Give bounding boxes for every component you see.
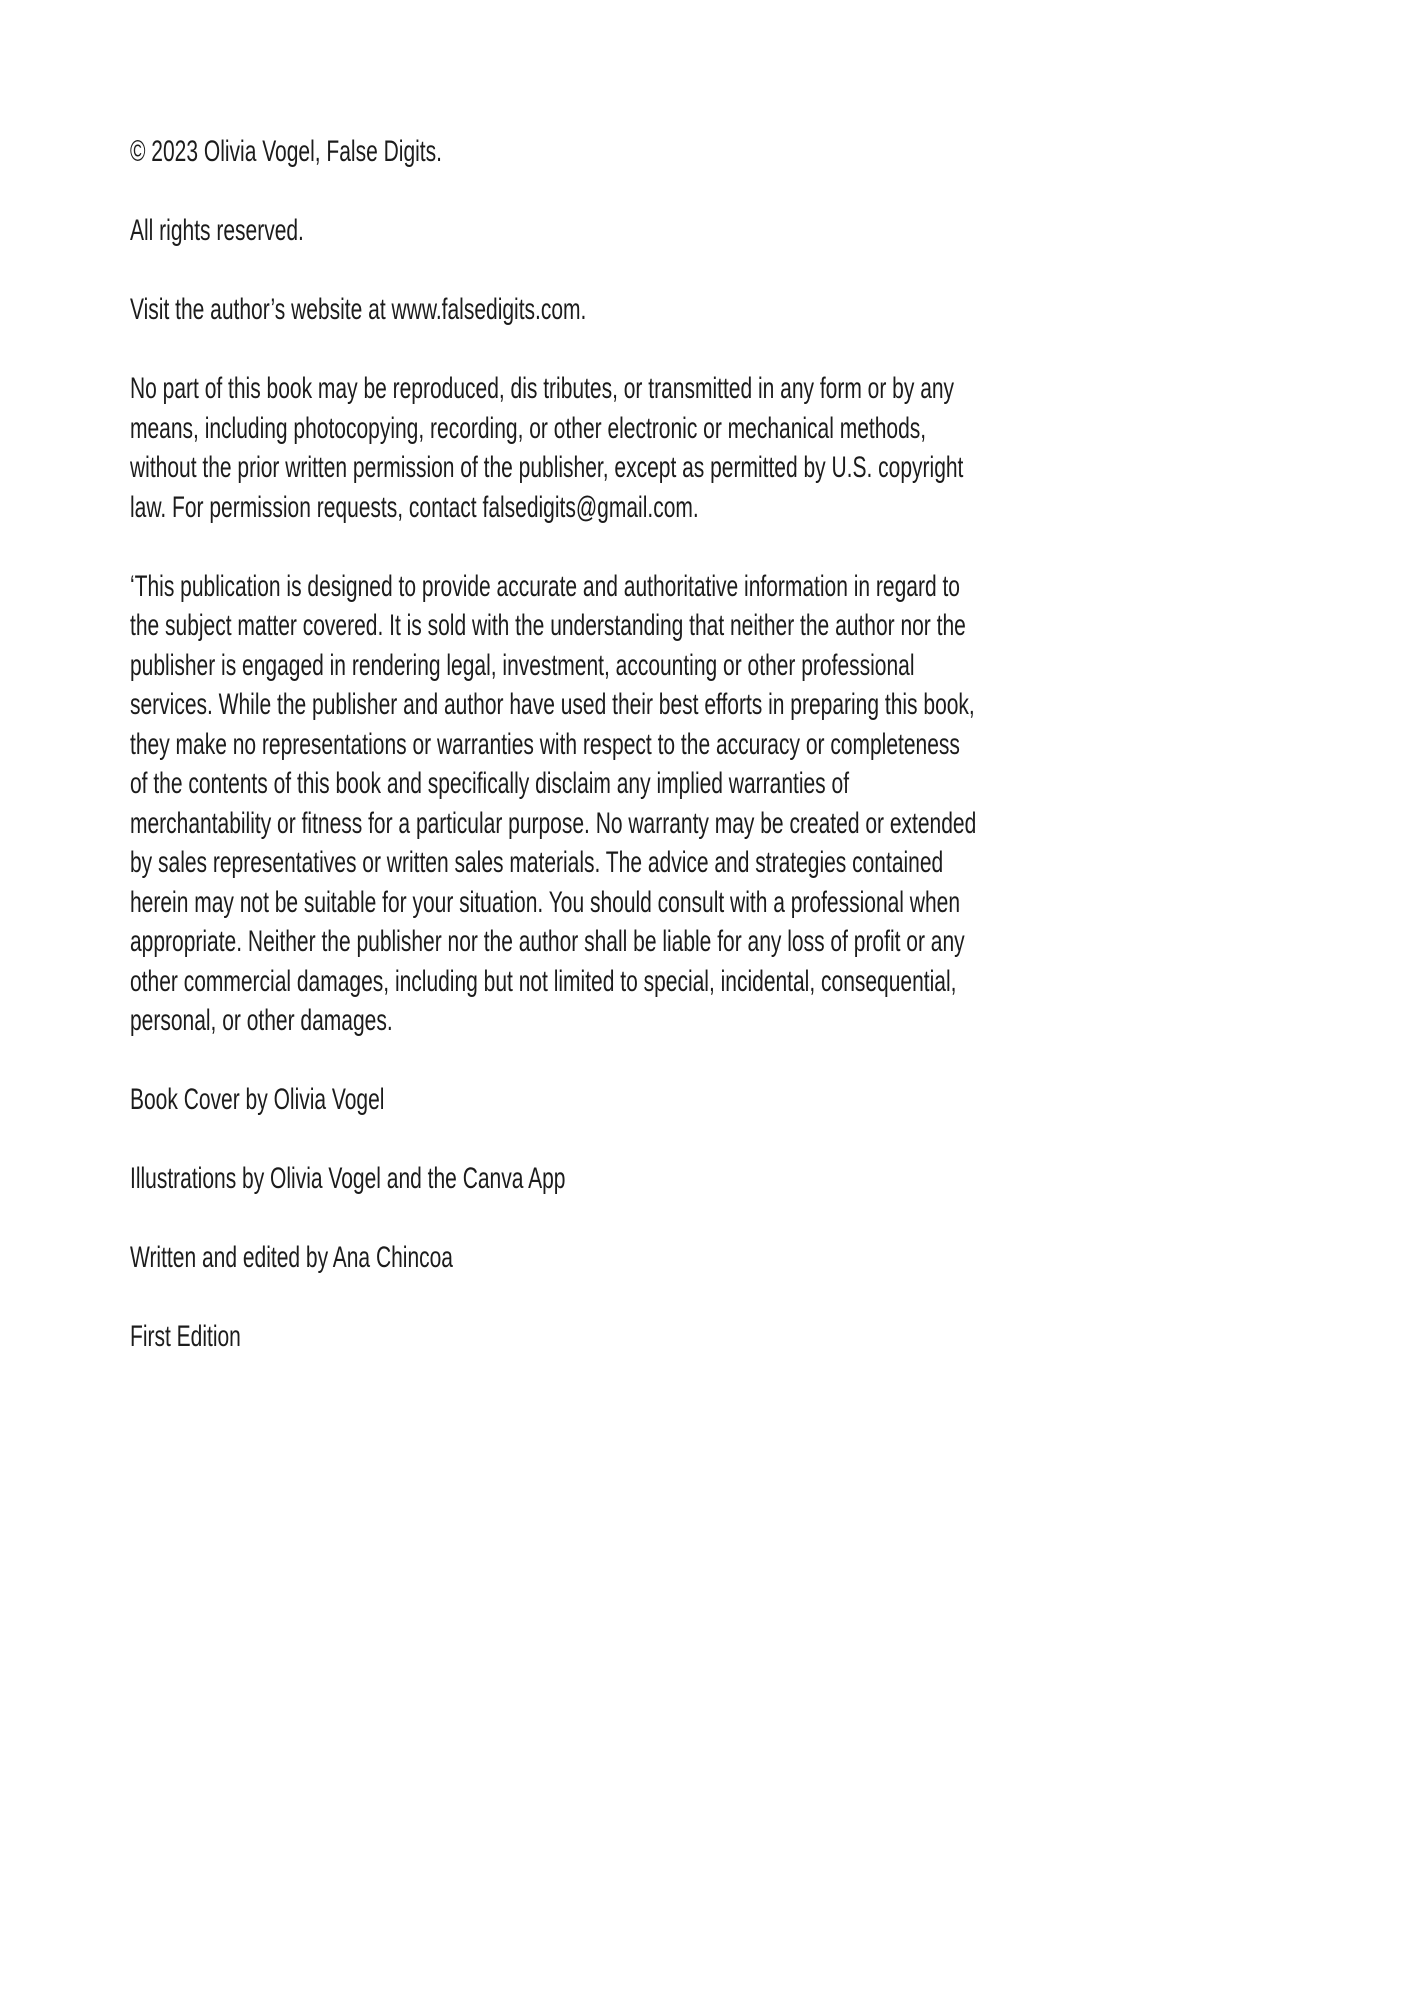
rights-line: All rights reserved.: [130, 214, 304, 247]
copyright-text-block: [130, 132, 1414, 1357]
permissions-paragraph: No part of this book may be reproduced, dis tributes, or transmitted in any form or by any means, including photocopying, recording, or other electronic or mechanical methods, without the prior written permission of the publisher, except as permitted by U.S. copyright law. For permission requests, contact falsedigits@gmail.com.: [130, 372, 964, 524]
disclaimer-paragraph: ‘This publication is designed to provide accurate and authoritative information in regard to the subject matter covered. It is sold with the understanding that neither the author nor the publisher is engaged in rendering legal, investment, accounting or other professional services. While the publisher and author have used their best efforts in preparing this book, they make no representations or warranties with respect to the accuracy or completeness of the contents of this book and specifically disclaim any implied warranties of merchantability or fitness for a particular purpose. No warranty may be created or extended by sales representatives or written sales materials. The advice and strategies contained herein may not be suitable for your situation. You should consult with a professional when appropriate. Neither the publisher nor the author shall be liable for any loss of profit or any other commercial damages, including but not limited to special, incidental, consequential, personal, or other damages.: [130, 569, 977, 1037]
edition-line: First Edition: [130, 1320, 241, 1353]
author-credit-line: Written and edited by Ana Chincoa: [130, 1241, 453, 1274]
cover-credit-line: Book Cover by Olivia Vogel: [130, 1083, 385, 1116]
copyright-line: © 2023 Olivia Vogel, False Digits.: [130, 135, 442, 168]
illustrations-credit-line: Illustrations by Olivia Vogel and the Canva App: [130, 1162, 566, 1195]
website-line: Visit the author’s website at www.falsedigits.com.: [130, 293, 587, 326]
